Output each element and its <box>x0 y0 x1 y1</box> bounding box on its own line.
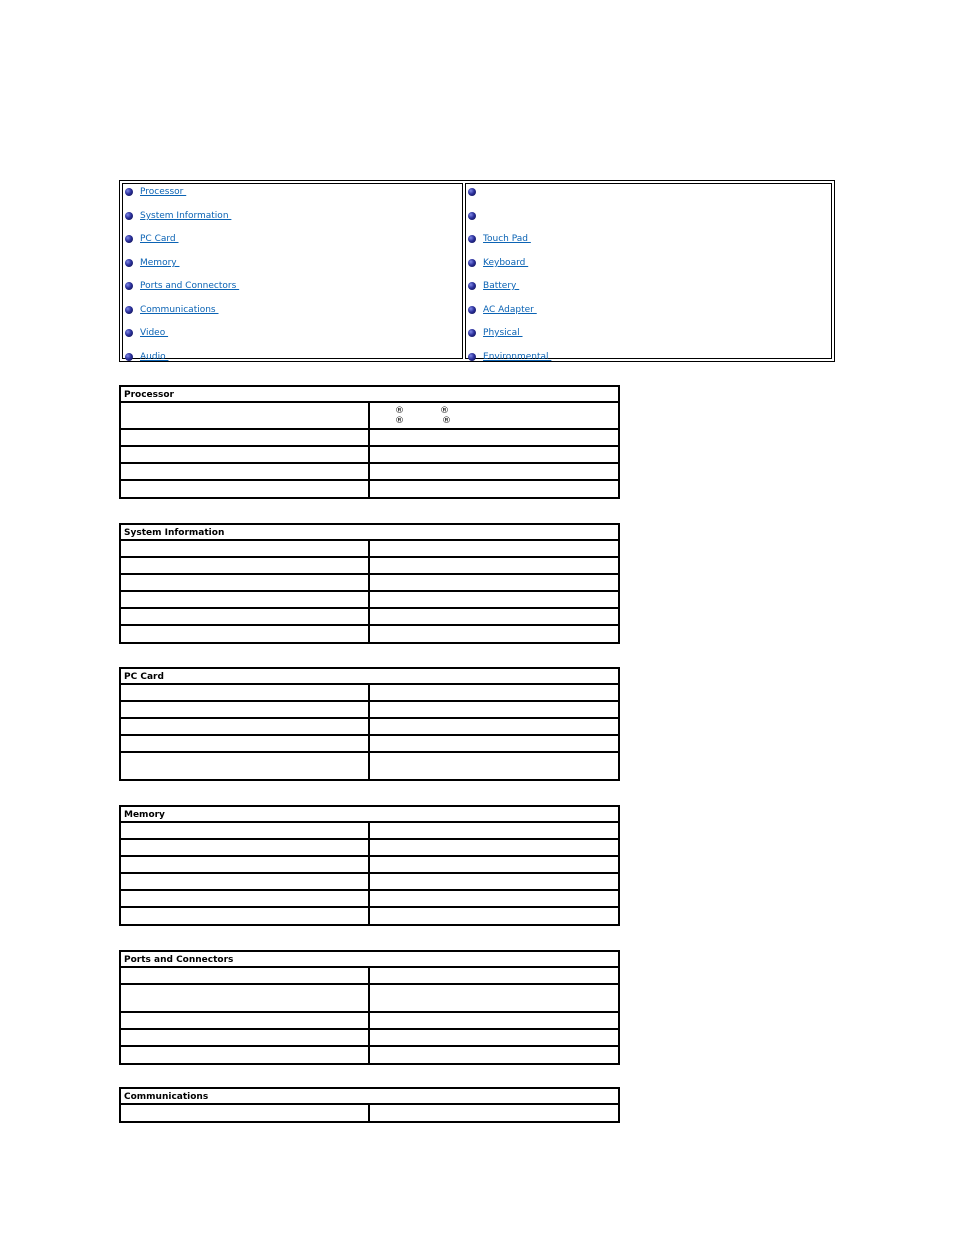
registered-mark: ® <box>395 406 404 416</box>
table-row <box>121 1030 618 1047</box>
table-row <box>121 575 618 592</box>
table-row <box>121 626 618 642</box>
bullet-icon <box>125 329 133 337</box>
nav-item-system-information[interactable] <box>125 209 231 223</box>
communications-table-title: Communications <box>121 1089 618 1105</box>
table-row <box>121 609 618 626</box>
nav-item-ac-adapter[interactable] <box>468 303 537 317</box>
nav-item-video[interactable] <box>125 326 168 340</box>
system-information-table <box>119 523 620 644</box>
table-row <box>121 753 618 779</box>
communications-table <box>119 1087 620 1123</box>
table-row <box>121 840 618 857</box>
memory-table-title: Memory <box>121 807 618 823</box>
battery-link[interactable]: Battery <box>483 281 520 291</box>
table-row <box>121 985 618 1013</box>
table-row <box>121 1047 618 1063</box>
ports-and-connectors-table <box>119 950 620 1065</box>
nav-item-blank-2[interactable] <box>468 209 566 223</box>
bullet-icon <box>125 282 133 290</box>
pc-card-table-title: PC Card <box>121 669 618 685</box>
bullet-icon <box>468 212 476 220</box>
environmental-link[interactable]: Environmental <box>483 352 552 362</box>
table-row <box>121 891 618 908</box>
spec-navigation <box>119 180 835 362</box>
table-row <box>121 968 618 985</box>
audio-link[interactable]: Audio <box>140 352 169 362</box>
table-cell <box>121 403 370 428</box>
table-row <box>121 558 618 575</box>
table-row <box>121 592 618 609</box>
table-row <box>121 736 618 753</box>
system-information-table-title: System Information <box>121 525 618 541</box>
ports-and-connectors-table-title: Ports and Connectors <box>121 952 618 968</box>
nav-item-audio[interactable] <box>125 350 168 364</box>
nav-item-physical[interactable] <box>468 326 522 340</box>
table-row <box>121 857 618 874</box>
bullet-icon <box>468 259 476 267</box>
processor-link[interactable]: Processor <box>140 187 187 197</box>
table-row <box>121 541 618 558</box>
bullet-icon <box>468 282 476 290</box>
nav-item-keyboard[interactable] <box>468 256 528 270</box>
table-row <box>121 1105 618 1123</box>
bullet-icon <box>125 212 133 220</box>
table-row <box>121 430 618 447</box>
memory-table <box>119 805 620 926</box>
nav-item-battery[interactable] <box>468 279 519 293</box>
keyboard-link[interactable]: Keyboard <box>483 258 529 268</box>
registered-mark: ® <box>442 416 451 426</box>
pc-card-table <box>119 667 620 781</box>
processor-table <box>119 385 620 499</box>
bullet-icon <box>125 235 133 243</box>
communications-link[interactable]: Communications <box>140 305 219 315</box>
nav-item-environmental[interactable] <box>468 350 551 364</box>
table-row <box>121 464 618 481</box>
table-row <box>121 481 618 497</box>
memory-link[interactable]: Memory <box>140 258 180 268</box>
table-row <box>121 908 618 924</box>
nav-item-communications[interactable] <box>125 303 219 317</box>
nav-item-processor[interactable] <box>125 185 186 199</box>
table-cell <box>370 403 618 428</box>
registered-mark: ® <box>395 416 404 426</box>
table-row <box>121 874 618 891</box>
table-row <box>121 685 618 702</box>
touch-pad-link[interactable]: Touch Pad <box>483 234 531 244</box>
table-row <box>121 403 618 430</box>
bullet-icon <box>468 235 476 243</box>
physical-link[interactable]: Physical <box>483 328 523 338</box>
ports-and-connectors-link[interactable]: Ports and Connectors <box>140 281 240 291</box>
bullet-icon <box>468 353 476 361</box>
nav-column-right <box>465 183 832 362</box>
video-link[interactable]: Video <box>140 328 169 338</box>
nav-item-ports-and-connectors[interactable] <box>125 279 239 293</box>
table-row <box>121 1013 618 1030</box>
table-row <box>121 823 618 840</box>
bullet-icon <box>468 306 476 314</box>
nav-item-memory[interactable] <box>125 256 179 270</box>
table-row <box>121 702 618 719</box>
bullet-icon <box>468 188 476 196</box>
bullet-icon <box>125 353 133 361</box>
processor-table-title: Processor <box>121 387 618 403</box>
nav-item-pc-card[interactable] <box>125 232 179 246</box>
bullet-icon <box>468 329 476 337</box>
registered-mark: ® <box>440 406 449 416</box>
ac-adapter-link[interactable]: AC Adapter <box>483 305 537 315</box>
bullet-icon <box>125 259 133 267</box>
system-information-link[interactable]: System Information <box>140 211 232 221</box>
bullet-icon <box>125 306 133 314</box>
table-row <box>121 447 618 464</box>
bullet-icon <box>125 188 133 196</box>
pc-card-link[interactable]: PC Card <box>140 234 179 244</box>
table-row <box>121 719 618 736</box>
nav-item-blank-1[interactable] <box>468 185 557 199</box>
nav-item-touch-pad[interactable] <box>468 232 531 246</box>
nav-column-left <box>122 183 463 362</box>
